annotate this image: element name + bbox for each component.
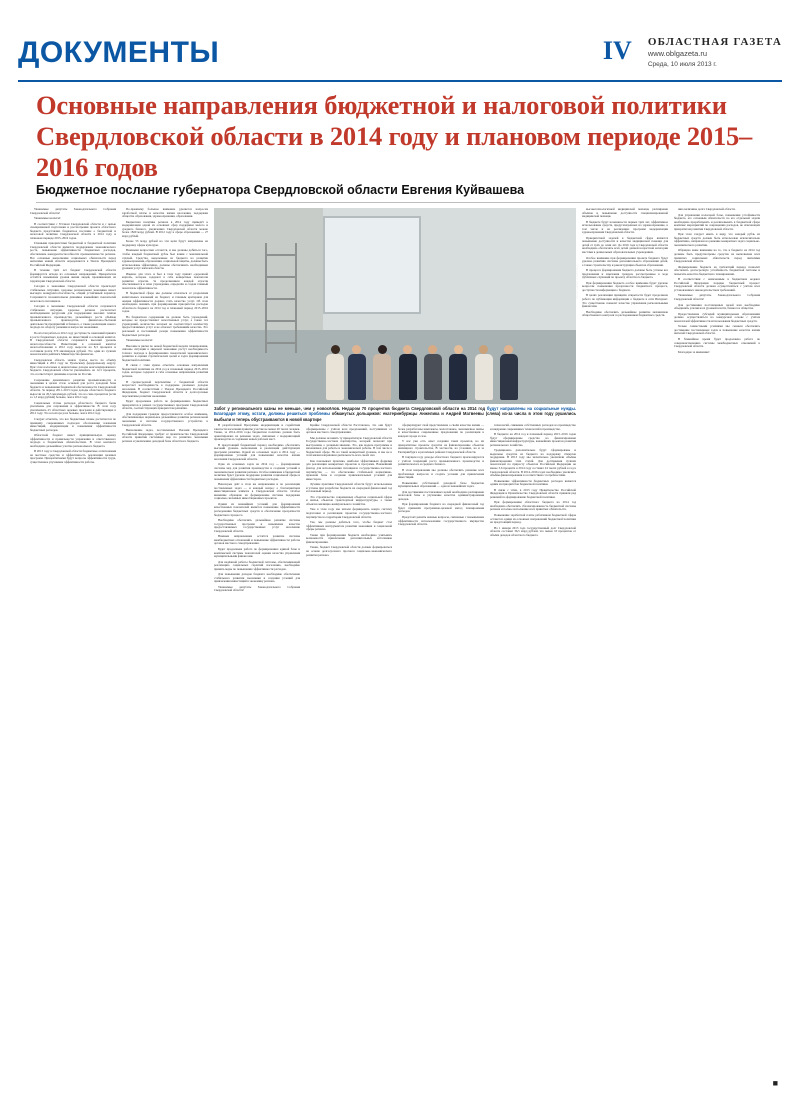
paragraph: Одно из основных задач на 2014 год — формирование системы мер для развития производства и создания условий в экономическом развитии региона. Особое внимание в бюджетной политике будет уделено поддержке развития социальной сферы и повышения эффективности бюджетных расходов. bbox=[214, 462, 300, 481]
paragraph: Уже в этом году мы начали формировать новую систему подготовки и реализации проектов государственно-частного партнёрства на территории Свердловской области. bbox=[306, 507, 392, 519]
paragraph: При формировании областного бюджета на 2014 год необходимо обеспечить сбалансированность бюджетной системы региона и полное исполнение всех принятых обязательств. bbox=[490, 500, 576, 512]
masthead-right bbox=[603, 34, 782, 68]
paragraph: Областной бюджет имеет принципиальную оценку эффективности и правильности управления и ответственного подхода к бюджетным обязательствам. В этом контексте необходимо дальнейшее участие регионального бюджета. bbox=[30, 433, 116, 448]
paragraph: Главными приоритетами бюджетной и бюджетной политики Свердловской области является поддержание экономического роста, повышение эффективности бюджетных расходов, обеспечение конкурентоспособности промышленности региона. Все основные выполнения социальных обязательств перед жителями нашей области определяются в Указах Президента Российской Федерации. bbox=[30, 241, 116, 267]
paragraph: По итогам работы в 2012 году доступность замечаний принята в росте бюджетных доходов, но инвестиций в основной капитал. В Свердловской области сохраняется высокий уровень налогоспособности. Инвестиции в основной капитал налогообложения в 2012 году выросли на 8,3 процента и составили почти 370 миллиардов рублей. Это один из лучших показателей в рейтинге Министерства финансов. bbox=[30, 330, 116, 357]
paragraph: Уважаемые коллеги! bbox=[126, 338, 153, 343]
paragraph: Сегодня в экономике Свердловской области происходят стабильные ситуации, здоровье региональная экономика имеет высокую конкурентоспособность, общий устойчивый характер. Сохраняется положительная динамика важнейших показателей налогового потенциала. bbox=[30, 284, 116, 303]
paragraph: В бюджетной сфере мы должны отказаться от разделения капитальных вложений на бюджет, и главным критерием для оценки эффективности должно стать качество услуг. Об этом необходимо помнить при формировании приоритетов расходов областного бюджета на 2014 год и плановый период 2015–2016 годов. bbox=[122, 291, 208, 314]
paragraph: В связи с этим нужно отметить основные направления бюджетной политики на 2014 год и плановый период 2015–2016 годов, которые содержат в себе основные направления развития региона. bbox=[122, 363, 208, 378]
paragraph: Обращаю ваше внимание на то, что в бюджете на 2014 год должны быть предусмотрены средства на выполнение всех принятых социальных обязательств перед жителями Свердловской области. bbox=[674, 248, 760, 264]
text-column-1 bbox=[30, 208, 116, 1070]
paragraph: Повышение заработной платы работникам бюджетной сферы останется одним из основных направлений бюджетной политики на предстоящий период. bbox=[490, 513, 576, 525]
paragraph: Уважаемые депутаты Законодательного Собрания Свердловской области! bbox=[214, 584, 300, 593]
paragraph: В течение трёх лет бюджет Свердловской области формируется исходя из основных направлений. Приоритетом остаётся повышение уровня жизни людей, проживающих на территории Свердловской области. bbox=[30, 268, 116, 283]
article-photo bbox=[214, 208, 579, 404]
article-columns bbox=[30, 208, 770, 1070]
paragraph: Сохранение динамичного развития промышленности и экономики в целом стало основой для роста доходной базы бюджета и повышения бюджетной обеспеченности Свердловской области. За период 2011–2013 годов доходы областного бюджета выросли на 20,5 миллиарда рублей, что на семь процентов (если за 1,3 млрд рублей) больше, чем в 2012 году. bbox=[30, 377, 116, 400]
paragraph: В бюджете будут возможности первых трёх лет, эффективное использование средств, предусмотренных на здравоохранение, в том числе и на реализацию программ модернизации здравоохранения Свердловской области. bbox=[582, 219, 668, 235]
paragraph: В бюджете на 2014 год и плановый период 2015–2016 годов будут сформированы средства на финансирование инвестиционной инфраструктуры, важнейших проектов развития регионального хозяйства. bbox=[490, 432, 576, 447]
paragraph: Некоторые даёт в этом же направлении и по реализации поставленных задач — и каждый вопрос о благоприятном инвестиционном климате в Свердловской области. Особое внимание обращено на формирование системы поддержки социально значимых инвестиционных проектов. bbox=[214, 482, 300, 501]
subtitle-rule bbox=[36, 202, 760, 203]
caption-line-1: Забот у регионального казны не меньше, чем у новосёлов. Недаром 70 процентов бюджета Свердловской области на 2014 год bbox=[214, 406, 487, 411]
photo-credit: КРАСНЫЙ АНФИСА bbox=[575, 264, 579, 300]
section-title: ДОКУМЕНТЫ bbox=[18, 36, 220, 69]
paragraph: технологий, снижение собственных расходов на производство и внедрение современных технологий в производстве. bbox=[490, 423, 576, 431]
page-title: Основные направления бюджетной и налоговой политики Свердловской области в 2014 году и плановом периоде 2015–2016 годов bbox=[36, 90, 753, 182]
paragraph: Важными вопросами остаются, и мы должны добиться того, чтобы каждый бюджетный рубль был влиян с максимальной отдачей. Средства, выделенные из бюджета на развитие здравоохранения, образования, социальной защиты, должны быть использованы эффективно, должны обеспечивать необходимым уровнем услуг жителей области. bbox=[122, 248, 208, 271]
paragraph: Традиционно дополнительно будут сформированы и выделены средства из бюджета на поддержку стимулов поддержки. В 2013 году мы значительно увеличили объёмы финансирования этих статей. Для достижения лучших показателей по приросту объектов Российской Федерации не менее 3,6 процента в 2014 году составил 24 тысяч рублей в год в Свердловской области. В 2014–2016 годах необходимо увеличить объёмы финансирования в соответствии с потребностями. bbox=[490, 448, 576, 478]
paragraph: Также при формировании бюджета необходимо учитывать возможности привлечения дополнительных источников финансирования. bbox=[306, 532, 392, 544]
paragraph: Необходимо обеспечить дальнейшее развитие механизмов общественного контроля за расходованием бюджетных средств. bbox=[582, 309, 668, 318]
masthead bbox=[18, 36, 782, 78]
paragraph: В целях реализации принципа открытости будет продолжена работа по публикации информации о бюджете в сети Интернет. Это существенно повысит качество управления региональными финансами. bbox=[582, 293, 668, 309]
paragraph: Более 53 млрд рублей на эти цели будут направлены на поддержку сферы культуры. bbox=[122, 239, 208, 247]
middle-columns bbox=[214, 424, 576, 1070]
paragraph: В процессе формирования бюджета должны быть учтены все предложения и замечания граждан, рассмотренные в ходе публичных слушаний по проекту областного бюджета. bbox=[582, 268, 668, 280]
paragraph: Следует отметить, что все бюджетные планы достигаются по принципу современных подходов обоснования вложения инвестиций, модернизации и повышения эффективности бюджетных расходов. bbox=[30, 416, 116, 432]
paragraph: Для повышения доходов бюджета необходимо обеспечение стабильного развития экономики и создания условий для привлечения инвестиций в экономику региона. bbox=[214, 572, 300, 584]
paragraph: Формирование бюджета на трёхлетний период позволит обеспечить долгосрочную устойчивость бюджетной системы и повысить качество бюджетного планирования. bbox=[674, 264, 760, 276]
paragraph: На бюджетном содержании не должно быть учреждений, которые не предоставляют качественных услуг, а также тех учреждений, количество которых не соответствует количеству предоставляемых услуг и не отвечает требованиям качества. Это реальный и постоянный резерв повышения эффективности бюджетных расходов. bbox=[122, 314, 208, 337]
window-shape bbox=[323, 216, 421, 314]
paragraph: При этом следует иметь в виду, что каждый рубль из бюджетных средств должен быть использован исключительно эффективно, направлен на решение конкретных задач социально-экономического развития. bbox=[674, 232, 760, 247]
paragraph: Будет продолжена работа по формированию единой базы и комплексной системы показателей оценки качества управления муниципальными финансами. bbox=[214, 546, 300, 559]
paragraph: Предстоит решить важные вопросы, связанные с повышением эффективности использования государственного имущества Свердловской области. bbox=[398, 515, 484, 527]
paragraph: Только совместными усилиями мы сможем обеспечить достижение поставленных задач и повышение качества жизни жителей Свердловской области. bbox=[674, 324, 760, 336]
paragraph: В предстоящий бюджетный период необходимо обеспечить высокий уровень выполнения и реализации действующих программ развития. Одной из основных задач в 2014 году — формирование условий для повышения качества жизни населения Свердловской области. bbox=[214, 442, 300, 461]
paragraph: Бюджетная политика региона в 2014 году приведёт к модернизации одной из основных сфер поддержки малого и среднего бизнеса, увеличению Свердловской области можно более 1829 млрд рублей. В 2012 году в сфере образования — 27 млрд рублей. bbox=[122, 219, 208, 238]
paragraph: Будет продолжена работа по формированию бюджетных приоритетов в рамках государственных программ Свердловской области, соответствующих приоритетам развития. bbox=[122, 399, 208, 411]
paragraph: У нас уже есть опыт создания таких проектов, но их приоритетные проекты средства на финансирование объектов жилищного строительства. В частности, на условиях, на и за Екатеринбурга и различных районах Свердловской области. bbox=[398, 439, 484, 454]
text-column-6 bbox=[490, 424, 576, 1070]
paragraph: При формировании бюджета на очередной финансовый год будет применён программно-целевой метод планирования расходов. bbox=[398, 502, 484, 514]
paragraph: Для поддержки граждан предоставляется особое внимание, обеспечивающее нормальное дальнейшее развитие региональной экономики и системы государственного устройства в Свердловской области. bbox=[122, 411, 208, 427]
paragraph: Это строительство современных объектов социальной сферы и жилья, объектов транспортной инфраструктуры, а также объектов жилищно-коммунального хозяйства. bbox=[306, 494, 392, 506]
paragraph: Благодарю за внимание! bbox=[678, 349, 710, 354]
text-column-4 bbox=[306, 424, 392, 1070]
paragraph: Лучшие практики Свердловской области будут использованы и учтены при разработке бюджета на очередной финансовый год и плановый период. bbox=[306, 482, 392, 494]
paragraph: Так, мы должны добиться того, чтобы бюджет стал эффективным инструментом развития экономики и социальной сферы региона. bbox=[306, 520, 392, 532]
paragraph: Особое внимание при формировании проекта бюджета будет уделено развитию системы дополнительного образования детей, а также строительству и реконструкции объектов образования. bbox=[582, 255, 668, 267]
paragraph: Уважаемые коллеги! bbox=[34, 216, 61, 221]
paragraph: высокотехнологичной медицинской помощи, расширение объёмов и повышение доступности специализированной медицинской помощи. bbox=[582, 207, 668, 219]
paragraph: Необходимо обеспечить дальнейшее развитие системы государственных программ и повышение качества предоставляемых государственных услуг населению Свердловской области. bbox=[214, 518, 300, 533]
paragraph: Уважаемые депутаты Законодательного Собрания Свердловской области! bbox=[30, 207, 116, 215]
paragraph: В соответствии с Уставом Свердловской области и с целью своевременной подготовки и рассмотрения проекта областного бюджета представляю бюджетное послание о бюджетной и налоговой политике Свердловской области в 2014 году и плановом периоде 2015–2016 годов. bbox=[30, 221, 116, 240]
caption-line-2: будут направлены на социальные нужды. Благодаря этому, кстати, должны решиться проблемы bbox=[214, 406, 577, 417]
paragraph: В текущем году доходы областного бюджета прогнозируются с учётом тенденций роста промышленного производства и развития малого и среднего бизнеса. bbox=[398, 455, 484, 467]
paragraph: Для управления налоговой базы, повышения устойчивости бюджета, его основным обязательств по его отдельной задачи необходимо прорабатывать и реализовывать в бюджетной сфере комплекс мероприятий по сокращению расходов, не отвечающих приоритетам развития Свердловской области. bbox=[674, 212, 760, 231]
paragraph: Также, бюджет Свердловской области должен формироваться на основе долгосрочного прогноза социально-экономического развития региона. bbox=[306, 545, 392, 557]
caption-line-3: обманутых дольщиков: екатеринбуржцы Анжелика и Андрей Матвеевы (слева) из-за числа в этом году рушились выбыли и теперь обустраиваются в новой квартире bbox=[214, 411, 576, 422]
header-rule bbox=[18, 80, 782, 82]
paragraph: Для достижения поставленных целей необходимо расширение налоговой базы и улучшение качества администрирования доходов. bbox=[398, 489, 484, 501]
paragraph: Повышение эффективности бюджетных расходов является одним из приоритетов бюджетной политики. bbox=[490, 478, 576, 487]
paragraph: В среднесрочной перспективе с бюджетной области возрастает необходимость в поддержке реальных доходов населения. В соответствии с Указом Президента Российской Федерации, бюджет Свердловской области и долгосрочные перспективы развития экономики. bbox=[122, 379, 208, 398]
paragraph: На 1 января 2013 года государственный долг Свердловской области составил 36,5 млрд рублей, что менее 10 процентов от объёма доходов областного бюджета. bbox=[490, 525, 576, 537]
paragraph: Крайне Свердловской области Расставлено, что они будут сформированы с учётом всех предложений, поступивших от органов местного самоуправления. bbox=[306, 423, 392, 435]
paragraph: В ближайшее время будет продолжена работа по совершенствованию системы межбюджетных отношений в Свердловской области. bbox=[674, 336, 760, 349]
photo-caption bbox=[214, 406, 576, 422]
paragraph: Важным направлением остаётся развитие системы межбюджетных отношений и повышение эффективности работы органов местного самоуправления. bbox=[214, 534, 300, 546]
brand-block bbox=[648, 34, 782, 68]
paragraph: Высокие и риски по новой бюджетной модели планирования, связаны ситуации в мировой экономике растут необходимость точного подхода к формированию показателей экономического развития и оценки стратегических целей и задач формирования бюджетной политики. bbox=[122, 343, 208, 362]
paragraph: Мы должны заложить ту приоритетную Свердловской области Государственно-частном партнёрстве, который позволит при выстроении, о должным мнению. Это, как модель программы и механизмов для работы и экономической работы. В том числе в бюджетной сфере. Но на такой конкретный уровень, и мы не в этой жизни направляем деятельность всех своих сил. bbox=[306, 435, 392, 458]
text-column-7 bbox=[582, 208, 668, 1070]
paragraph: Повышение собственной доходной базы бюджетов муниципальных образований — одна из важнейших задач. bbox=[398, 480, 484, 489]
paragraph: Предоставление субсидий муниципальным образованиям должно осуществляться на конкурсной основе с учётом показателей эффективности использования бюджетных средств. bbox=[674, 311, 760, 323]
paragraph: нию величины долга Свердловской области. bbox=[678, 207, 736, 211]
text-column-3 bbox=[214, 424, 300, 1070]
text-column-8 bbox=[674, 208, 760, 1070]
paragraph: В связи с этим, в 2013 году Правительство Российской Федерации и Правительство Свердловской области приняли ряд решений по формированию бюджетной политики. bbox=[490, 487, 576, 499]
brand-name: ОБЛАСТНАЯ ГАЗЕТА bbox=[647, 36, 782, 48]
paragraph: В разработанной Программе модернизации и содействия занятости населения приняты участие не менее 20 тысяч человек. Также, за 2014–2016 годы бюджетная политика должна быть ориентирована на решение задач, связанных с модернизацией производства и созданием новых рабочих мест. bbox=[214, 423, 300, 442]
paragraph: Для достижения поставленных целей нам необходимо объединить усилия всех уровней власти, бизнеса и общества. bbox=[674, 302, 760, 311]
paragraph: В этом направлении мы должны обеспечить решение всех проблемных вопросов и создать условия для привлечения инвестиций. bbox=[398, 468, 484, 480]
page-number: IV bbox=[602, 36, 632, 65]
paragraph: сформулируют свой представление о своём качестве жизни — более разработаны комплексы, малоэтажное, экономичное жилье и качественное современные предложения по реализации в каждом городе и селе. bbox=[398, 423, 484, 438]
paragraph: В 2013 году в Свердловской области бюджетные ассигнования на местные средства и эффективность реализации целевых программ. Приоритетными будут вопросы эффективности труда, существенное улучшение эффективности работы. bbox=[30, 449, 116, 464]
issue-date: Среда, 10 июля 2013 г. bbox=[647, 61, 717, 68]
paragraph: Как показывает практика, наиболее эффективным формами для реализации конкретных проектов и программ. Важнейший фактор для использования потенциала государственно-частного партнёрства — это обеспечение стабильной нормативно-правовой базы и создание привлекательных условий для инвесторов. bbox=[306, 458, 392, 481]
text-column-2 bbox=[122, 208, 208, 1070]
paragraph: Свердловская область заняла третье место по объёму инвестиций в 2012 году по Уральскому федеральному округу. При этом налоговые и неналоговые доходы консолидированного бюджета Свердловской области увеличились на 12,3 процента, что соответствует динамике в целом по России. bbox=[30, 357, 116, 376]
ladder-shape bbox=[265, 243, 298, 353]
paragraph: При формировании бюджета особое внимание будет уделено вопросам повышения прозрачности бюджетного процесса, доступности информации о бюджете. bbox=[582, 280, 668, 292]
paragraph: В соответствии с намеченным в бюджетном кодексе Российской Федерации порядке бюджетный процесс Свердловской области должен осуществляться с учётом всех установленных законодательством требований. bbox=[674, 277, 760, 292]
paragraph: Социальные статьи расходов областного бюджета были увеличены для сохранения и эффективности. В этом году увеличились 25 областных целевых программ и действующих в 2012 году. Это в полтора раза больше, чем в 2012 году. bbox=[30, 400, 116, 416]
paragraph: Одним из важнейших условий для формирования качественных показателей является повышение эффективности расходования бюджетных средств и обеспечение прозрачности бюджетного процесса. bbox=[214, 501, 300, 517]
paragraph: Для надёжной работы бюджетной системы, обеспечивающей реализацию социальных гарантий населению, необходимо принять меры по повышению эффективности расходов. bbox=[214, 559, 300, 571]
paragraph: Именно для этого и был в этом году принят «дорожной картой», которые содержат в себе конкретные показатели развития отрасли. За продолжением каждой отрасли обеспечивается и план учреждения, определён и создан главный показатель эффективности. bbox=[122, 271, 208, 290]
subtitle: Бюджетное послание губернатора Свердловской области Евгения Куйвашева bbox=[36, 183, 525, 197]
paragraph: Сегодня в экономике Свердловской области сохраняется стабильная ситуация, здоровье региона располагает необходимыми ресурсами для поддержания высоких темпов промышленного производства, дальнейшего роста объёмов промышленного производства, финансово-сбытовой деятельности предприятий и бизнеса, а также реализации нового подхода по обороту решения и вопросам экономики. bbox=[30, 304, 116, 330]
brand-url[interactable]: www.oblgazeta.ru bbox=[647, 49, 708, 58]
paragraph: Приоритетной задачей в бюджетной сфере является повышение доступности и качества медицинской помощи для детей от трёх до семи лет. До 2016 года в Свердловской области необходимо обеспечить всех детей данной возрастной категории местами в дошкольных образовательных учреждениях. bbox=[582, 235, 668, 255]
end-mark: ■ bbox=[772, 1078, 778, 1088]
paragraph: Уважаемые депутаты Законодательного Собрания Свердловской области! bbox=[674, 293, 760, 302]
text-column-5 bbox=[398, 424, 484, 1070]
paragraph: По-прежнему большое внимание уделяется вопросам заработной платы и качества жизни населения, поддержки общества образования, здравоохранения, образования. bbox=[122, 207, 208, 219]
paragraph: Выполнение задач, поставленных Указами Президента Российской Федерации, требует от правительства Свердловской области принятия системных мер по развитию экономики региона и увеличению доходной базы областного бюджета. bbox=[122, 428, 208, 443]
